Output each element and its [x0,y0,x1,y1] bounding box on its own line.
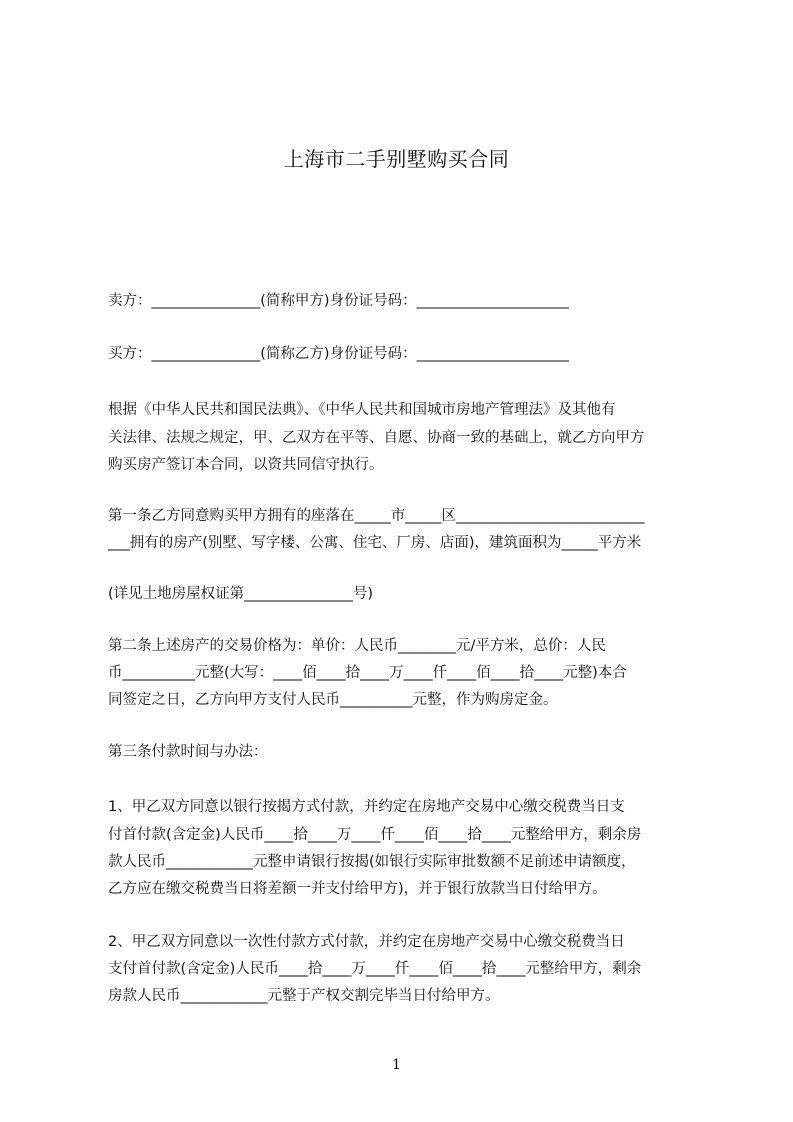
article3-item2-line-1: 2、甲乙双方同意以一次性付款方式付款，并约定在房地产交易中心缴交税费当日 [108,934,625,950]
article2-line-1: 第二条上述房产的交易价格为：单价：人民币________元/平方米，总价：人民 [108,638,606,654]
article3-item2-line-3: 房款人民币____________元整于产权交割完毕当日付给甲方。 [108,988,500,1004]
article3-item1-line-1: 1、甲乙双方同意以银行按揭方式付款，并约定在房地产交易中心缴交税费当日支 [108,799,625,815]
article3-item2-line-2: 支付首付款(含定金)人民币____拾____万____仟____佰____拾____元整给甲方，剩余 [108,961,642,977]
article3-item1-line-2: 付首付款(含定金)人民币____拾____万____仟____佰____拾____元整给甲方，剩余房 [108,827,642,843]
article3-item1-line-4: 乙方应在缴交税费当日将差额一并支付给甲方)，并于银行放款当日付给甲方。 [108,881,607,897]
preamble-line-1: 根据《中华人民共和国民法典》、《中华人民共和国城市房地产管理法》及其他有 [108,402,616,418]
seller-line: 卖方：_______________(简称甲方)身份证号码：_____________________ [108,293,569,309]
article2-line-2: 币__________元整(大写：____佰____拾____万____仟____佰____拾____元整)本合 [108,665,627,681]
article3-heading: 第三条付款时间与办法： [108,744,268,760]
article3-item1-line-3: 款人民币____________元整申请银行按揭(如银行实际审批数额不足前述申请额度， [108,854,636,870]
preamble-line-2: 关法律、法规之规定，甲、乙双方在平等、自愿、协商一致的基础上，就乙方向甲方 [108,430,645,446]
article1-line-1: 第一条乙方同意购买甲方拥有的座落在_____市_____区__________________________ [108,508,645,524]
preamble-line-3: 购买房产签订本合同，以资共同信守执行。 [108,457,384,473]
buyer-line: 买方：_______________(简称乙方)身份证号码：_____________________ [108,346,569,362]
article1-line-3: (详见土地房屋权证第_______________号) [108,586,374,602]
page-title: 上海市二手别墅购买合同 [283,147,510,171]
article2-line-3: 同签定之日，乙方向甲方支付人民币__________元整，作为购房定金。 [108,692,558,708]
article1-line-2: ___拥有的房产(别墅、写字楼、公寓、住宅、厂房、店面)，建筑面积为_____平方米 [108,535,642,551]
page-number: 1 [392,1057,401,1073]
